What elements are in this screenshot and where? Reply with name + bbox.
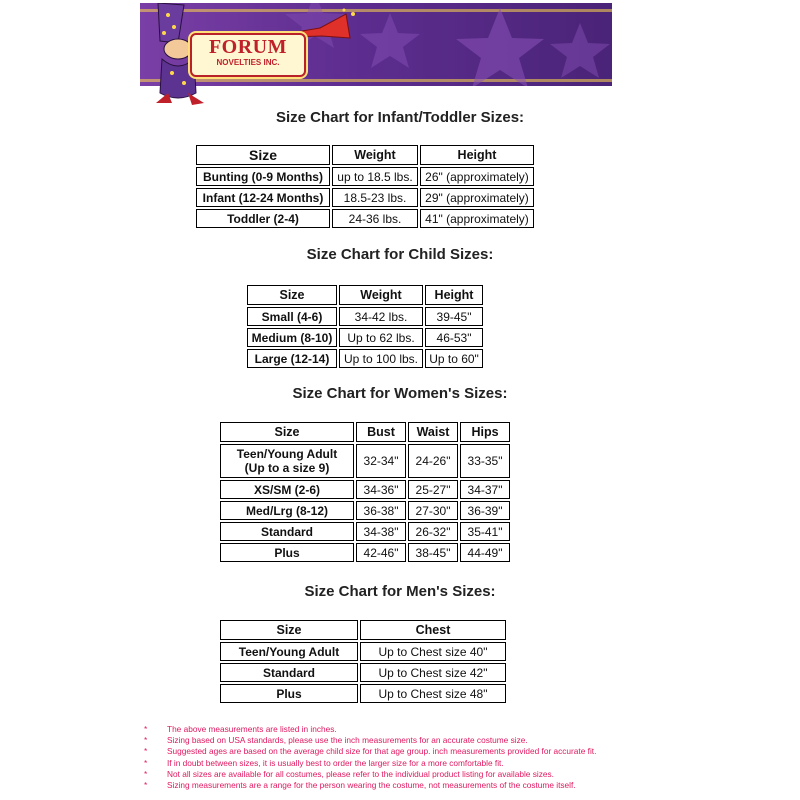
table-header-row <box>220 422 510 442</box>
bullet-star: * <box>144 724 148 734</box>
size-cell: Large (12-14) <box>247 349 337 368</box>
hips-cell: 44-49" <box>460 543 510 562</box>
height-cell: 46-53" <box>425 328 483 347</box>
height-cell: 26" (approximately) <box>420 167 534 186</box>
note-text: Sizing based on USA standards, please use the inch measurements for an accurate costume size. <box>167 735 528 746</box>
sizing-notes-list <box>141 724 741 791</box>
weight-cell: Up to 62 lbs. <box>339 328 423 347</box>
section-title-infant: Size Chart for Infant/Toddler Sizes: <box>275 109 525 126</box>
header-weight: Weight <box>339 285 423 305</box>
table-row <box>196 209 534 228</box>
bust-cell: 34-36" <box>356 480 406 499</box>
note-text: If in doubt between sizes, it is usually best to order the larger size for a more comfortable fit. <box>167 757 504 768</box>
table-row <box>220 480 510 499</box>
weight-cell: 24-36 lbs. <box>332 209 418 228</box>
size-cell <box>220 444 354 478</box>
list-item <box>141 780 741 791</box>
table-row <box>247 328 483 347</box>
height-cell: 39-45" <box>425 307 483 326</box>
size-label: Teen/Young Adult <box>236 447 338 461</box>
forum-novelties-logo <box>190 33 306 77</box>
size-cell: Plus <box>220 543 354 562</box>
hips-cell: 35-41" <box>460 522 510 541</box>
bullet-star: * <box>144 768 148 779</box>
size-cell: Bunting (0-9 Months) <box>196 167 330 186</box>
list-item <box>141 769 741 780</box>
bust-cell: 34-38" <box>356 522 406 541</box>
bust-cell: 32-34" <box>356 444 406 478</box>
bullet-star: * <box>144 757 148 768</box>
size-cell: Plus <box>220 684 358 703</box>
table-header-row <box>247 285 483 305</box>
header-waist: Waist <box>408 422 458 442</box>
table-header-row <box>220 620 506 640</box>
chest-cell: Up to Chest size 40" <box>360 642 506 661</box>
header-size: Size <box>196 145 330 165</box>
list-item <box>141 735 741 746</box>
size-cell: Med/Lrg (8-12) <box>220 501 354 520</box>
size-cell: Teen/Young Adult <box>220 642 358 661</box>
size-cell: Small (4-6) <box>247 307 337 326</box>
note-text: The above measurements are listed in inches. <box>167 724 337 734</box>
size-cell: XS/SM (2-6) <box>220 480 354 499</box>
header-height: Height <box>420 145 534 165</box>
table-row <box>220 543 510 562</box>
table-row <box>220 444 510 478</box>
bullet-star: * <box>144 779 148 790</box>
logo-sub-text: NOVELTIES INC. <box>216 58 280 67</box>
note-text: Not all sizes are available for all costumes, please refer to the individual product listing for available sizes. <box>167 768 554 779</box>
infant-toddler-size-table <box>194 143 536 230</box>
table-row <box>196 167 534 186</box>
weight-cell: 18.5-23 lbs. <box>332 188 418 207</box>
bust-cell: 42-46" <box>356 543 406 562</box>
list-item <box>141 724 741 735</box>
hips-cell: 33-35" <box>460 444 510 478</box>
table-row <box>247 307 483 326</box>
hips-cell: 36-39" <box>460 501 510 520</box>
size-sublabel: (Up to a size 9) <box>244 461 330 475</box>
table-row <box>220 642 506 661</box>
table-row <box>196 188 534 207</box>
header-hips: Hips <box>460 422 510 442</box>
child-size-table <box>245 283 485 370</box>
waist-cell: 27-30" <box>408 501 458 520</box>
header-chest: Chest <box>360 620 506 640</box>
section-title-child: Size Chart for Child Sizes: <box>306 246 494 263</box>
height-cell: Up to 60" <box>425 349 483 368</box>
waist-cell: 26-32" <box>408 522 458 541</box>
note-text: Suggested ages are based on the average child size for that age group. inch measurements provided for accurate fit. <box>167 746 597 757</box>
chest-cell: Up to Chest size 48" <box>360 684 506 703</box>
table-row <box>220 522 510 541</box>
table-row <box>220 663 506 682</box>
waist-cell: 25-27" <box>408 480 458 499</box>
header-size: Size <box>220 422 354 442</box>
weight-cell: up to 18.5 lbs. <box>332 167 418 186</box>
size-cell: Standard <box>220 522 354 541</box>
header-bust: Bust <box>356 422 406 442</box>
table-row <box>220 501 510 520</box>
men-size-table <box>218 618 508 705</box>
size-cell: Toddler (2-4) <box>196 209 330 228</box>
weight-cell: Up to 100 lbs. <box>339 349 423 368</box>
note-text: Sizing measurements are a range for the person wearing the costume, not measurements of the costume itself. <box>167 779 576 790</box>
section-title-men: Size Chart for Men's Sizes: <box>304 583 496 600</box>
chest-cell: Up to Chest size 42" <box>360 663 506 682</box>
table-row <box>247 349 483 368</box>
logo-brand-text: FORUM <box>208 36 288 58</box>
table-row <box>220 684 506 703</box>
table-header-row <box>196 145 534 165</box>
header-size: Size <box>220 620 358 640</box>
waist-cell: 38-45" <box>408 543 458 562</box>
waist-cell: 24-26" <box>408 444 458 478</box>
header-weight: Weight <box>332 145 418 165</box>
header-height: Height <box>425 285 483 305</box>
size-cell: Infant (12-24 Months) <box>196 188 330 207</box>
bullet-star: * <box>144 735 148 746</box>
bust-cell: 36-38" <box>356 501 406 520</box>
list-item <box>141 746 741 757</box>
weight-cell: 34-42 lbs. <box>339 307 423 326</box>
women-size-table <box>218 420 512 564</box>
size-cell: Standard <box>220 663 358 682</box>
bullet-star: * <box>144 746 148 757</box>
size-cell: Medium (8-10) <box>247 328 337 347</box>
height-cell: 41" (approximately) <box>420 209 534 228</box>
height-cell: 29" (approximately) <box>420 188 534 207</box>
header-size: Size <box>247 285 337 305</box>
list-item <box>141 758 741 769</box>
section-title-women: Size Chart for Women's Sizes: <box>292 385 508 402</box>
hips-cell: 34-37" <box>460 480 510 499</box>
